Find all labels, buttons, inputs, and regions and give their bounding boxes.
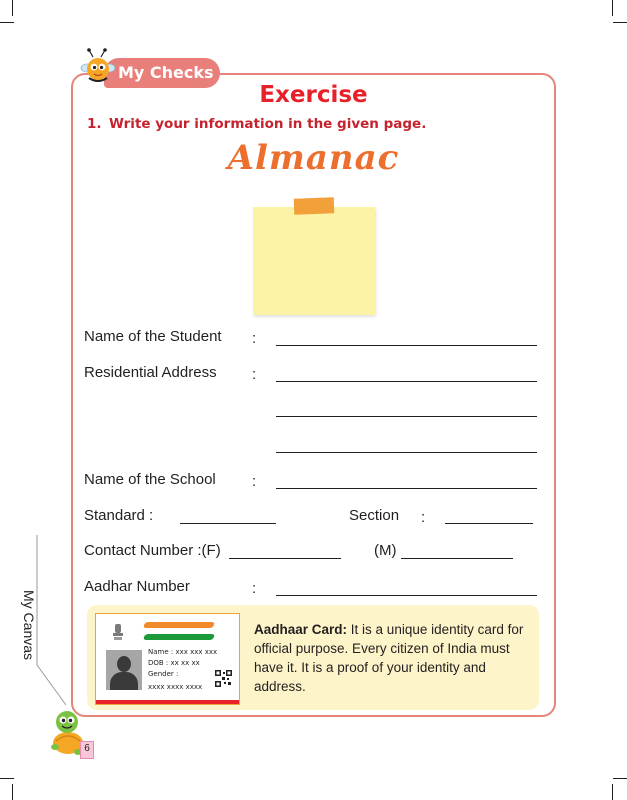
section-tab-label: My Checks — [118, 63, 214, 82]
crop-mark — [12, 0, 13, 16]
card-name-line: Name : xxx xxx xxx — [148, 648, 218, 656]
instruction — [87, 116, 426, 132]
photo-sticky-note[interactable] — [253, 207, 375, 315]
crop-mark — [612, 784, 613, 800]
crop-mark — [612, 0, 613, 16]
student-name-label: Name of the Student — [84, 328, 222, 345]
colon: : — [252, 330, 257, 347]
aadhar-number-label: Aadhar Number — [84, 578, 190, 595]
mobile-label: (M) — [374, 542, 397, 559]
side-connector — [34, 535, 84, 735]
contact-number-label: Contact Number :(F) — [84, 542, 221, 559]
section-label: Section — [349, 507, 400, 524]
colon: : — [252, 580, 257, 597]
colon: : — [252, 366, 257, 383]
aadhaar-definition: It is a unique identity card for official purpose. Every citizen of India must have it. It is a proof of your identity and address. — [254, 622, 524, 694]
aadhar-number-field[interactable] — [276, 595, 537, 596]
address-field-line-1[interactable] — [276, 381, 537, 382]
residential-address-label: Residential Address — [84, 364, 217, 381]
page-number: 6 — [84, 743, 90, 754]
colon: : — [252, 473, 257, 490]
crop-mark — [0, 22, 14, 23]
colon: : — [421, 509, 426, 526]
page-title: Exercise — [259, 82, 368, 108]
sticky-tape — [294, 197, 335, 214]
almanac-title: Almanac — [227, 138, 400, 178]
card-number-line: xxxx xxxx xxxx — [148, 683, 203, 691]
card-photo — [106, 650, 142, 690]
card-red-strip — [96, 700, 239, 704]
page-number-box — [80, 741, 94, 759]
photo-silhouette-head — [117, 656, 131, 672]
section-field[interactable] — [445, 523, 533, 524]
card-gender-line: Gender : — [148, 670, 179, 678]
instruction-text: Write your information in the given page. — [109, 116, 427, 132]
contact-mobile-field[interactable] — [401, 558, 513, 559]
standard-field[interactable] — [180, 523, 276, 524]
qr-code-icon — [215, 670, 232, 687]
crop-mark — [613, 778, 627, 779]
tricolour-green-stripe — [143, 634, 215, 640]
aadhaar-term: Aadhaar Card: — [254, 622, 348, 637]
address-field-line-3[interactable] — [276, 452, 537, 453]
standard-label: Standard : — [84, 507, 154, 524]
side-label: My Canvas — [21, 590, 37, 661]
aadhaar-card-image — [95, 613, 240, 705]
card-dob-line: DOB : xx xx xx — [148, 659, 200, 667]
crop-mark — [0, 778, 14, 779]
school-name-label: Name of the School — [84, 471, 216, 488]
instruction-number: 1. — [87, 116, 102, 132]
contact-fixed-field[interactable] — [229, 558, 341, 559]
photo-silhouette-body — [110, 672, 138, 690]
address-field-line-2[interactable] — [276, 416, 537, 417]
student-name-field[interactable] — [276, 345, 537, 346]
crop-mark — [613, 22, 627, 23]
tricolour-saffron-stripe — [143, 622, 215, 628]
emblem-icon — [111, 622, 125, 642]
crop-mark — [12, 784, 13, 800]
school-name-field[interactable] — [276, 488, 537, 489]
aadhaar-description — [254, 620, 539, 696]
